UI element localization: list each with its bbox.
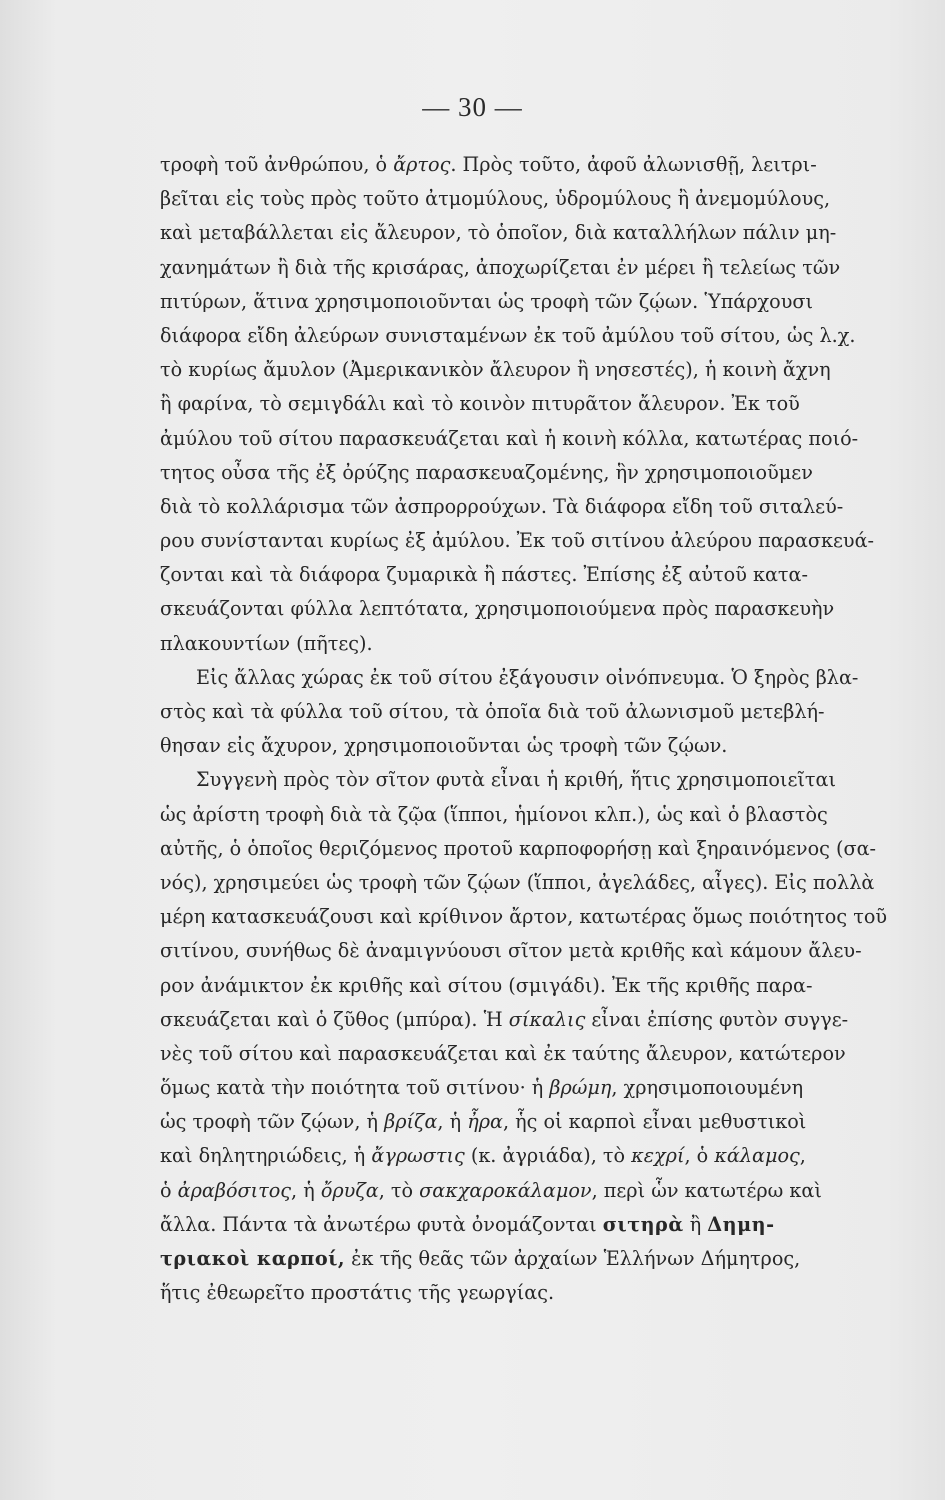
- text-line: βεῖται εἰς τοὺς πρὸς τοῦτο ἀτμομύλους, ὑδρομύλους ἢ ἀνεμομύλους,: [160, 187, 831, 211]
- text-line: τὸ κυρίως ἄμυλον (Ἀμερικανικὸν ἄλευρον ἢ νησεστές), ἡ κοινὴ ἄχνη: [160, 358, 831, 382]
- text-line: σιτίνου, συνήθως δὲ ἀναμιγνύουσι σῖτον μετὰ κριθῆς καὶ κάμουν ἄλευ-: [160, 939, 862, 963]
- text-line: χανημάτων ἢ διὰ τῆς κρισάρας, ἀποχωρίζεται ἐν μέρει ἢ τελείως τῶν: [160, 255, 841, 279]
- text-line: τριακοὶ καρποί, ἐκ τῆς θεᾶς τῶν ἀρχαίων Ἑλλήνων Δήμητρος,: [160, 1247, 801, 1270]
- text-line: Εἰς ἄλλας χώρας ἐκ τοῦ σίτου ἐξάγουσιν οἰνόπνευμα. Ὁ ξηρὸς βλα-: [196, 665, 859, 689]
- page-number: — 30 —: [422, 92, 523, 122]
- body-text: [160, 148, 945, 1310]
- text-line: ἀμύλου τοῦ σίτου παρασκευάζεται καὶ ἡ κοινὴ κόλλα, κατωτέρας ποιό-: [160, 426, 859, 450]
- text-line: ρον ἀνάμικτον ἐκ κριθῆς καὶ σίτου (σμιγάδι). Ἐκ τῆς κριθῆς παρα-: [160, 973, 813, 997]
- text-line: ἥτις ἐθεωρεῖτο προστάτις τῆς γεωργίας.: [160, 1281, 555, 1305]
- text-line: ρου συνίστανται κυρίως ἐξ ἀμύλου. Ἐκ τοῦ σιτίνου ἀλεύρου παρασκευά-: [160, 529, 875, 553]
- text-line: ἄλλα. Πάντα τὰ ἀνωτέρω φυτὰ ὀνομάζονται σιτηρὰ ἢ Δημη-: [160, 1212, 775, 1236]
- text-line: καὶ δηλητηριώδεις, ἡ ἄγρωστις (κ. ἀγριάδα), τὸ κεχρί, ὁ κάλαμος,: [160, 1144, 806, 1168]
- text-line: στὸς καὶ τὰ φύλλα τοῦ σίτου, τὰ ὁποῖα διὰ τοῦ ἀλωνισμοῦ μετεβλή-: [160, 700, 825, 723]
- text-line: διάφορα εἴδη ἀλεύρων συνισταμένων ἐκ τοῦ ἀμύλου τοῦ σίτου, ὡς λ.χ.: [160, 323, 856, 347]
- text-line: ἢ φαρίνα, τὸ σεμιγδάλι καὶ τὸ κοινὸν πιτυρᾶτον ἄλευρον. Ἐκ τοῦ: [160, 392, 800, 416]
- text-line: μέρη κατασκευάζουσι καὶ κρίθινον ἄρτον, κατωτέρας ὅμως ποιότητος τοῦ: [160, 905, 888, 929]
- text-line: Συγγενὴ πρὸς τὸν σῖτον φυτὰ εἶναι ἡ κριθή, ἥτις χρησιμοποιεῖται: [196, 768, 837, 792]
- text-line: τητος οὖσα τῆς ἐξ ὀρύζης παρασκευαζομένης, ἣν χρησιμοποιοῦμεν: [160, 460, 813, 484]
- text-line: καὶ μεταβάλλεται εἰς ἄλευρον, τὸ ὁποῖον, διὰ καταλλήλων πάλιν μη-: [160, 221, 837, 245]
- text-line: διὰ τὸ κολλάρισμα τῶν ἀσπρορρούχων. Τὰ διάφορα εἴδη τοῦ σιταλεύ-: [160, 494, 844, 518]
- text-line: τροφὴ τοῦ ἀνθρώπου, ὁ ἄρτος. Πρὸς τοῦτο, ἀφοῦ ἀλωνισθῇ, λειτρι-: [160, 153, 817, 176]
- text-line: ὡς ἀρίστη τροφὴ διὰ τὰ ζῷα (ἵπποι, ἡμίονοι κλπ.), ὡς καὶ ὁ βλαστὸς: [160, 802, 828, 826]
- text-line: πιτύρων, ἅτινα χρησιμοποιοῦνται ὡς τροφὴ τῶν ζῴων. Ὑπάρχουσι: [160, 289, 814, 313]
- text-line: ζονται καὶ τὰ διάφορα ζυμαρικὰ ἢ πάστες. Ἐπίσης ἐξ αὐτοῦ κατα-: [160, 563, 808, 587]
- text-line: ὅμως κατὰ τὴν ποιότητα τοῦ σιτίνου· ἡ βρώμη, χρησιμοποιουμένη: [160, 1076, 804, 1100]
- text-line: αὐτῆς, ὁ ὁποῖος θεριζόμενος προτοῦ καρποφορήσῃ καὶ ξηραινόμενος (σα-: [160, 836, 877, 860]
- text-line: σκευάζονται φύλλα λεπτότατα, χρησιμοποιούμενα πρὸς παρασκευὴν: [160, 597, 835, 621]
- text-line: σκευάζεται καὶ ὁ ζῦθος (μπύρα). Ἡ σίκαλις εἶναι ἐπίσης φυτὸν συγγε-: [160, 1007, 849, 1031]
- text-line: πλακουντίων (πῆτες).: [160, 631, 373, 655]
- text-line: νὲς τοῦ σίτου καὶ παρασκευάζεται καὶ ἐκ ταύτης ἄλευρον, κατώτερον: [160, 1041, 846, 1065]
- text-line: νός), χρησιμεύει ὡς τροφὴ τῶν ζῴων (ἵπποι, ἀγελάδες, αἶγες). Εἰς πολλὰ: [160, 870, 875, 894]
- text-line: ὁ ἀραβόσιτος, ἡ ὄρυζα, τὸ σακχαροκάλαμον, περὶ ὧν κατωτέρω καὶ: [160, 1178, 822, 1202]
- text-line: ὡς τροφὴ τῶν ζῴων, ἡ βρίζα, ἡ ἦρα, ἧς οἱ καρποὶ εἶναι μεθυστικοὶ: [160, 1110, 807, 1134]
- text-line: θησαν εἰς ἄχυρον, χρησιμοποιοῦνται ὡς τροφὴ τῶν ζῴων.: [160, 734, 728, 758]
